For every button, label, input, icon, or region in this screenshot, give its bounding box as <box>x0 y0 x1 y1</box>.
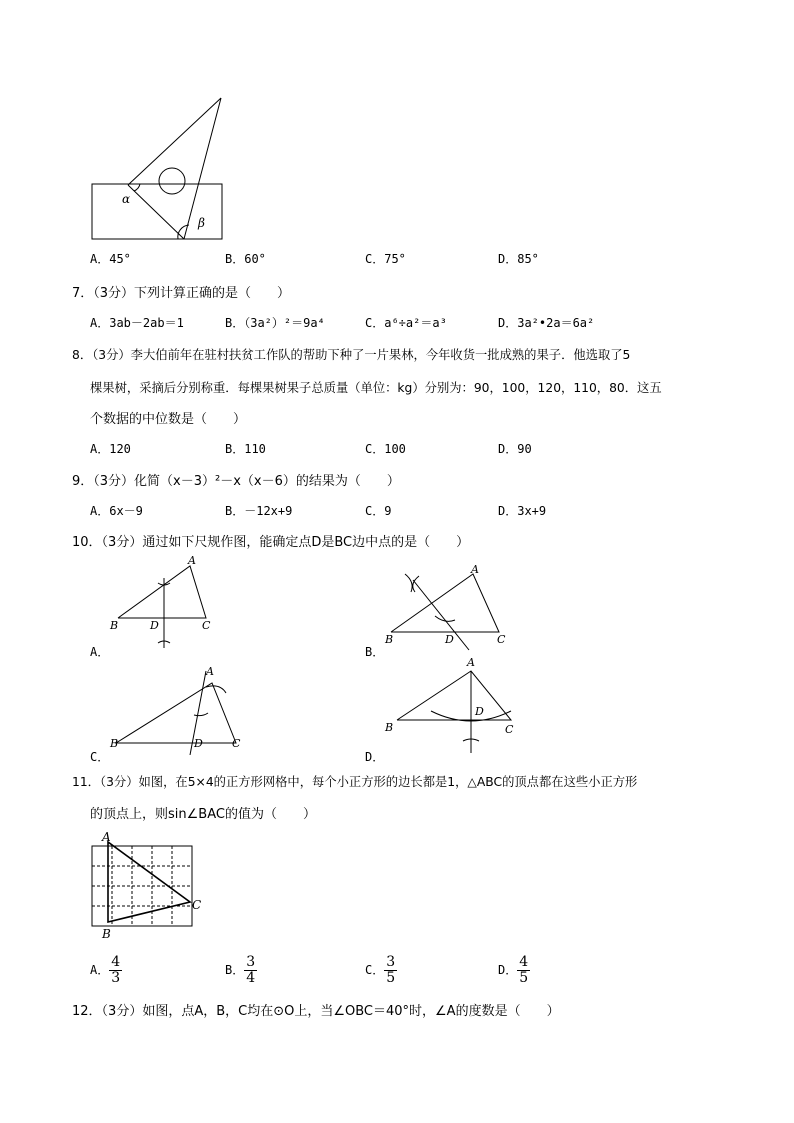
label-d: D <box>475 705 484 718</box>
label-d: D <box>194 737 203 750</box>
label-c: C <box>192 898 202 912</box>
fraction <box>109 955 122 986</box>
triangle-edge <box>128 98 221 185</box>
q7-option-d[interactable]: D．3a²•2a＝6a² <box>498 316 595 330</box>
q9-option-a[interactable]: A．6x－9 <box>90 504 143 518</box>
label-b: B <box>385 633 394 646</box>
q8-option-b[interactable]: B．110 <box>225 442 266 456</box>
label-c: C <box>202 619 211 632</box>
q7-stem: 7．（3分）下列计算正确的是（ ） <box>72 286 291 301</box>
q8-option-d[interactable]: D．90 <box>498 442 532 456</box>
numerator: 3 <box>246 954 256 970</box>
option-letter: A． <box>90 963 110 977</box>
denominator: 5 <box>519 970 529 986</box>
option-letter: D． <box>498 963 518 977</box>
q10-option-d[interactable]: D． <box>365 750 385 764</box>
q8-stem-line1: 8．（3分）李大伯前年在驻村扶贫工作队的帮助下种了一片果林，今年收货一批成熟的果子．他选取了5 <box>72 348 631 362</box>
label-c: C <box>505 723 514 736</box>
triangle-hole <box>159 168 185 194</box>
q9-option-c[interactable]: C．9 <box>365 504 392 518</box>
numerator: 3 <box>386 954 396 970</box>
label-a: A <box>471 563 479 576</box>
q9-option-d[interactable]: D．3x+9 <box>498 504 547 518</box>
label-c: C <box>232 737 241 750</box>
q10-option-c[interactable]: C． <box>90 750 110 764</box>
q10-figure-a[interactable] <box>108 553 224 653</box>
q8-stem-line2: 棵果树，采摘后分别称重．每棵果树果子总质量（单位：kg）分别为：90，100，120，110，80．这五 <box>90 381 662 395</box>
label-a: A <box>467 656 475 669</box>
fraction <box>244 955 257 986</box>
q11-stem-line1: 11．（3分）如图，在5×4的正方形网格中，每个小正方形的边长都是1，△ABC的顶点都在这些小正方形 <box>72 775 638 789</box>
q12-stem: 12．（3分）如图，点A，B，C均在⊙O上，当∠OBC＝40°时，∠A的度数是（ ） <box>72 1004 560 1019</box>
q9-option-b[interactable]: B．－12x+9 <box>225 504 293 518</box>
q10-option-a[interactable]: A． <box>90 645 110 659</box>
q10-figure-c[interactable] <box>108 663 248 755</box>
q11-stem-line2: 的顶点上，则sin∠BAC的值为（ ） <box>90 807 316 822</box>
numerator: 4 <box>519 954 529 970</box>
q6-option-d[interactable]: D．85° <box>498 252 539 266</box>
fraction <box>384 955 397 986</box>
label-a: A <box>102 830 111 844</box>
q11-option-b[interactable] <box>225 955 257 986</box>
label-a: A <box>188 554 196 567</box>
label-d: D <box>445 633 454 646</box>
q6-option-b[interactable]: B．60° <box>225 252 266 266</box>
q10-stem: 10．（3分）通过如下尺规作图，能确定点D是BC边中点的是（ ） <box>72 535 470 550</box>
q8-option-c[interactable]: C．100 <box>365 442 406 456</box>
q9-stem: 9．（3分）化简（x－3）²－x（x－6）的结果为（ ） <box>72 474 400 489</box>
denominator: 5 <box>386 970 396 986</box>
q7-option-b[interactable]: B．（3a²）²＝9a⁴ <box>225 316 325 330</box>
alpha-arc <box>134 184 140 191</box>
beta-label: β <box>198 216 205 230</box>
q6-option-a[interactable]: A．45° <box>90 252 131 266</box>
q11-grid-figure <box>86 830 214 942</box>
label-a: A <box>206 665 214 678</box>
q10-option-b[interactable]: B． <box>365 645 385 659</box>
option-letter: C． <box>365 963 385 977</box>
q8-option-a[interactable]: A．120 <box>90 442 131 456</box>
label-d: D <box>150 619 159 632</box>
q11-option-d[interactable] <box>498 955 530 986</box>
q6-figure <box>88 95 228 243</box>
q10-figure-b[interactable] <box>383 562 513 652</box>
q6-option-c[interactable]: C．75° <box>365 252 406 266</box>
numerator: 4 <box>111 954 121 970</box>
q7-option-a[interactable]: A．3ab－2ab＝1 <box>90 316 184 330</box>
alpha-label: α <box>122 192 131 206</box>
label-b: B <box>110 619 119 632</box>
label-b: B <box>385 721 394 734</box>
denominator: 4 <box>246 970 256 986</box>
label-b: B <box>110 737 119 750</box>
ruler <box>92 184 222 239</box>
denominator: 3 <box>111 970 121 986</box>
q8-stem-line3: 个数据的中位数是（ ） <box>90 412 247 427</box>
label-c: C <box>497 633 506 646</box>
triangle-abc <box>108 842 190 922</box>
q10-figure-d[interactable] <box>383 655 528 755</box>
option-letter: B． <box>225 963 245 977</box>
fraction <box>517 955 530 986</box>
q11-option-c[interactable] <box>365 955 397 986</box>
q11-option-a[interactable] <box>90 955 122 986</box>
label-b: B <box>102 927 111 941</box>
q7-option-c[interactable]: C．a⁶÷a²＝a³ <box>365 316 447 330</box>
